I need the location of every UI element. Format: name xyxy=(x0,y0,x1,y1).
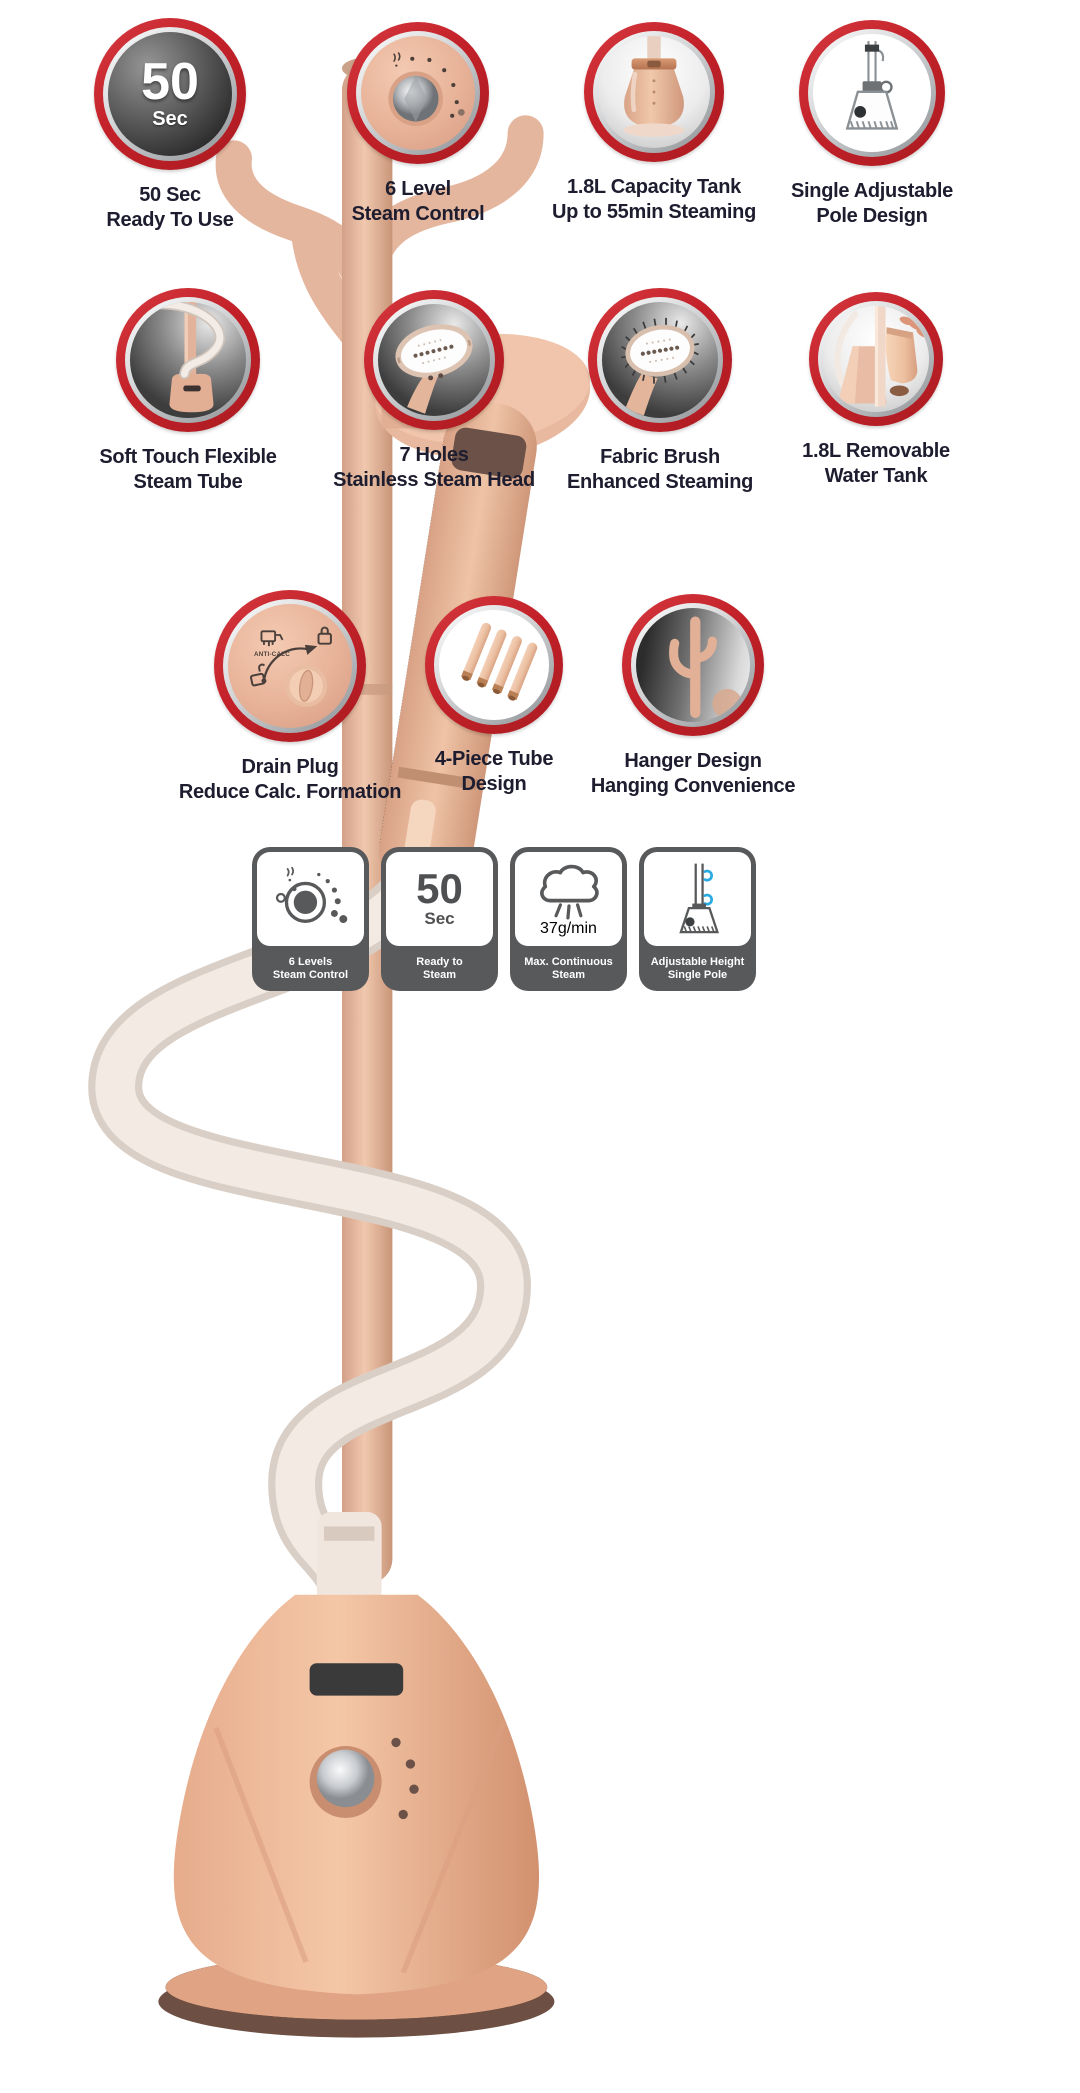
badge-50-text: 50 xyxy=(141,52,199,111)
feature-capacity-tank xyxy=(529,22,779,225)
ready-to-use-badge xyxy=(94,18,246,170)
tile-label: Max. Continuous Steam xyxy=(524,955,613,981)
feature-fabric-brush xyxy=(535,288,785,495)
fabric-brush-icon xyxy=(602,302,718,418)
water-tank-badge xyxy=(809,292,943,426)
steam-head-badge xyxy=(364,290,504,430)
feature-caption: 4-Piece Tube Design xyxy=(434,748,554,795)
feature-caption: 6 Level Steam Control xyxy=(351,178,485,225)
steam-head-icon xyxy=(378,304,490,416)
steamer-base xyxy=(158,1512,554,2038)
hanger-design-badge xyxy=(622,594,764,736)
hanger-icon xyxy=(636,608,750,722)
drain-plug-badge xyxy=(214,590,366,742)
steam-rate-text: 37 g/min xyxy=(540,920,597,937)
single-pole-icon xyxy=(644,852,751,946)
flexible-tube-icon xyxy=(130,302,246,418)
tile-label: Adjustable Height Single Pole xyxy=(650,955,745,981)
feature-caption: 50 Sec Ready To Use xyxy=(106,184,234,231)
feature-caption: 1.8L Removable Water Tank xyxy=(802,440,950,487)
dial-icon xyxy=(257,852,364,946)
feature-water-tank xyxy=(751,292,1001,489)
feature-steam-head xyxy=(309,290,559,493)
feature-caption: Soft Touch Flexible Steam Tube xyxy=(99,446,277,493)
feature-steam-control xyxy=(293,22,543,227)
adjustable-pole-icon xyxy=(813,34,931,152)
spec-tile-six-levels xyxy=(252,847,369,991)
anti-calc-label: ANTI-CALC xyxy=(254,651,290,659)
feature-caption: 1.8L Capacity Tank Up to 55min Steaming xyxy=(551,176,757,223)
50sec-badge-icon xyxy=(108,32,232,156)
feature-steam-tube xyxy=(63,288,313,495)
tube-design-badge xyxy=(425,596,563,734)
feature-ready-to-use xyxy=(45,18,295,233)
badge-sec-text: Sec xyxy=(152,107,188,130)
feature-caption: Single Adjustable Pole Design xyxy=(791,180,953,227)
steam-control-badge xyxy=(347,22,489,164)
spec-tile-max-steam xyxy=(510,847,627,991)
pole-design-badge xyxy=(799,20,945,166)
spec-tile-adjustable-pole xyxy=(639,847,756,991)
water-tank-icon xyxy=(598,36,710,148)
drain-plug-dial-icon xyxy=(228,604,352,728)
steam-control-knob-icon xyxy=(361,36,475,150)
tile-label: 6 Levels Steam Control xyxy=(272,955,349,981)
50-sec-text: 50 Sec xyxy=(386,852,493,946)
steam-cloud-icon xyxy=(515,852,622,946)
feature-caption: Fabric Brush Enhanced Steaming xyxy=(566,446,754,493)
fabric-brush-badge xyxy=(588,288,732,432)
feature-caption: Drain Plug Reduce Calc. Formation xyxy=(178,756,402,803)
capacity-tank-badge xyxy=(584,22,724,162)
tile-label: Ready to Steam xyxy=(416,955,463,981)
steam-tube-badge xyxy=(116,288,260,432)
feature-hanger-design xyxy=(568,594,818,799)
spec-tile-ready-to-steam xyxy=(381,847,498,991)
removable-tank-icon xyxy=(823,306,929,412)
feature-caption: Hanger Design Hanging Convenience xyxy=(590,750,796,797)
feature-caption: 7 Holes Stainless Steam Head xyxy=(333,444,535,491)
feature-pole-design xyxy=(747,20,997,229)
four-tubes-icon xyxy=(439,610,549,720)
